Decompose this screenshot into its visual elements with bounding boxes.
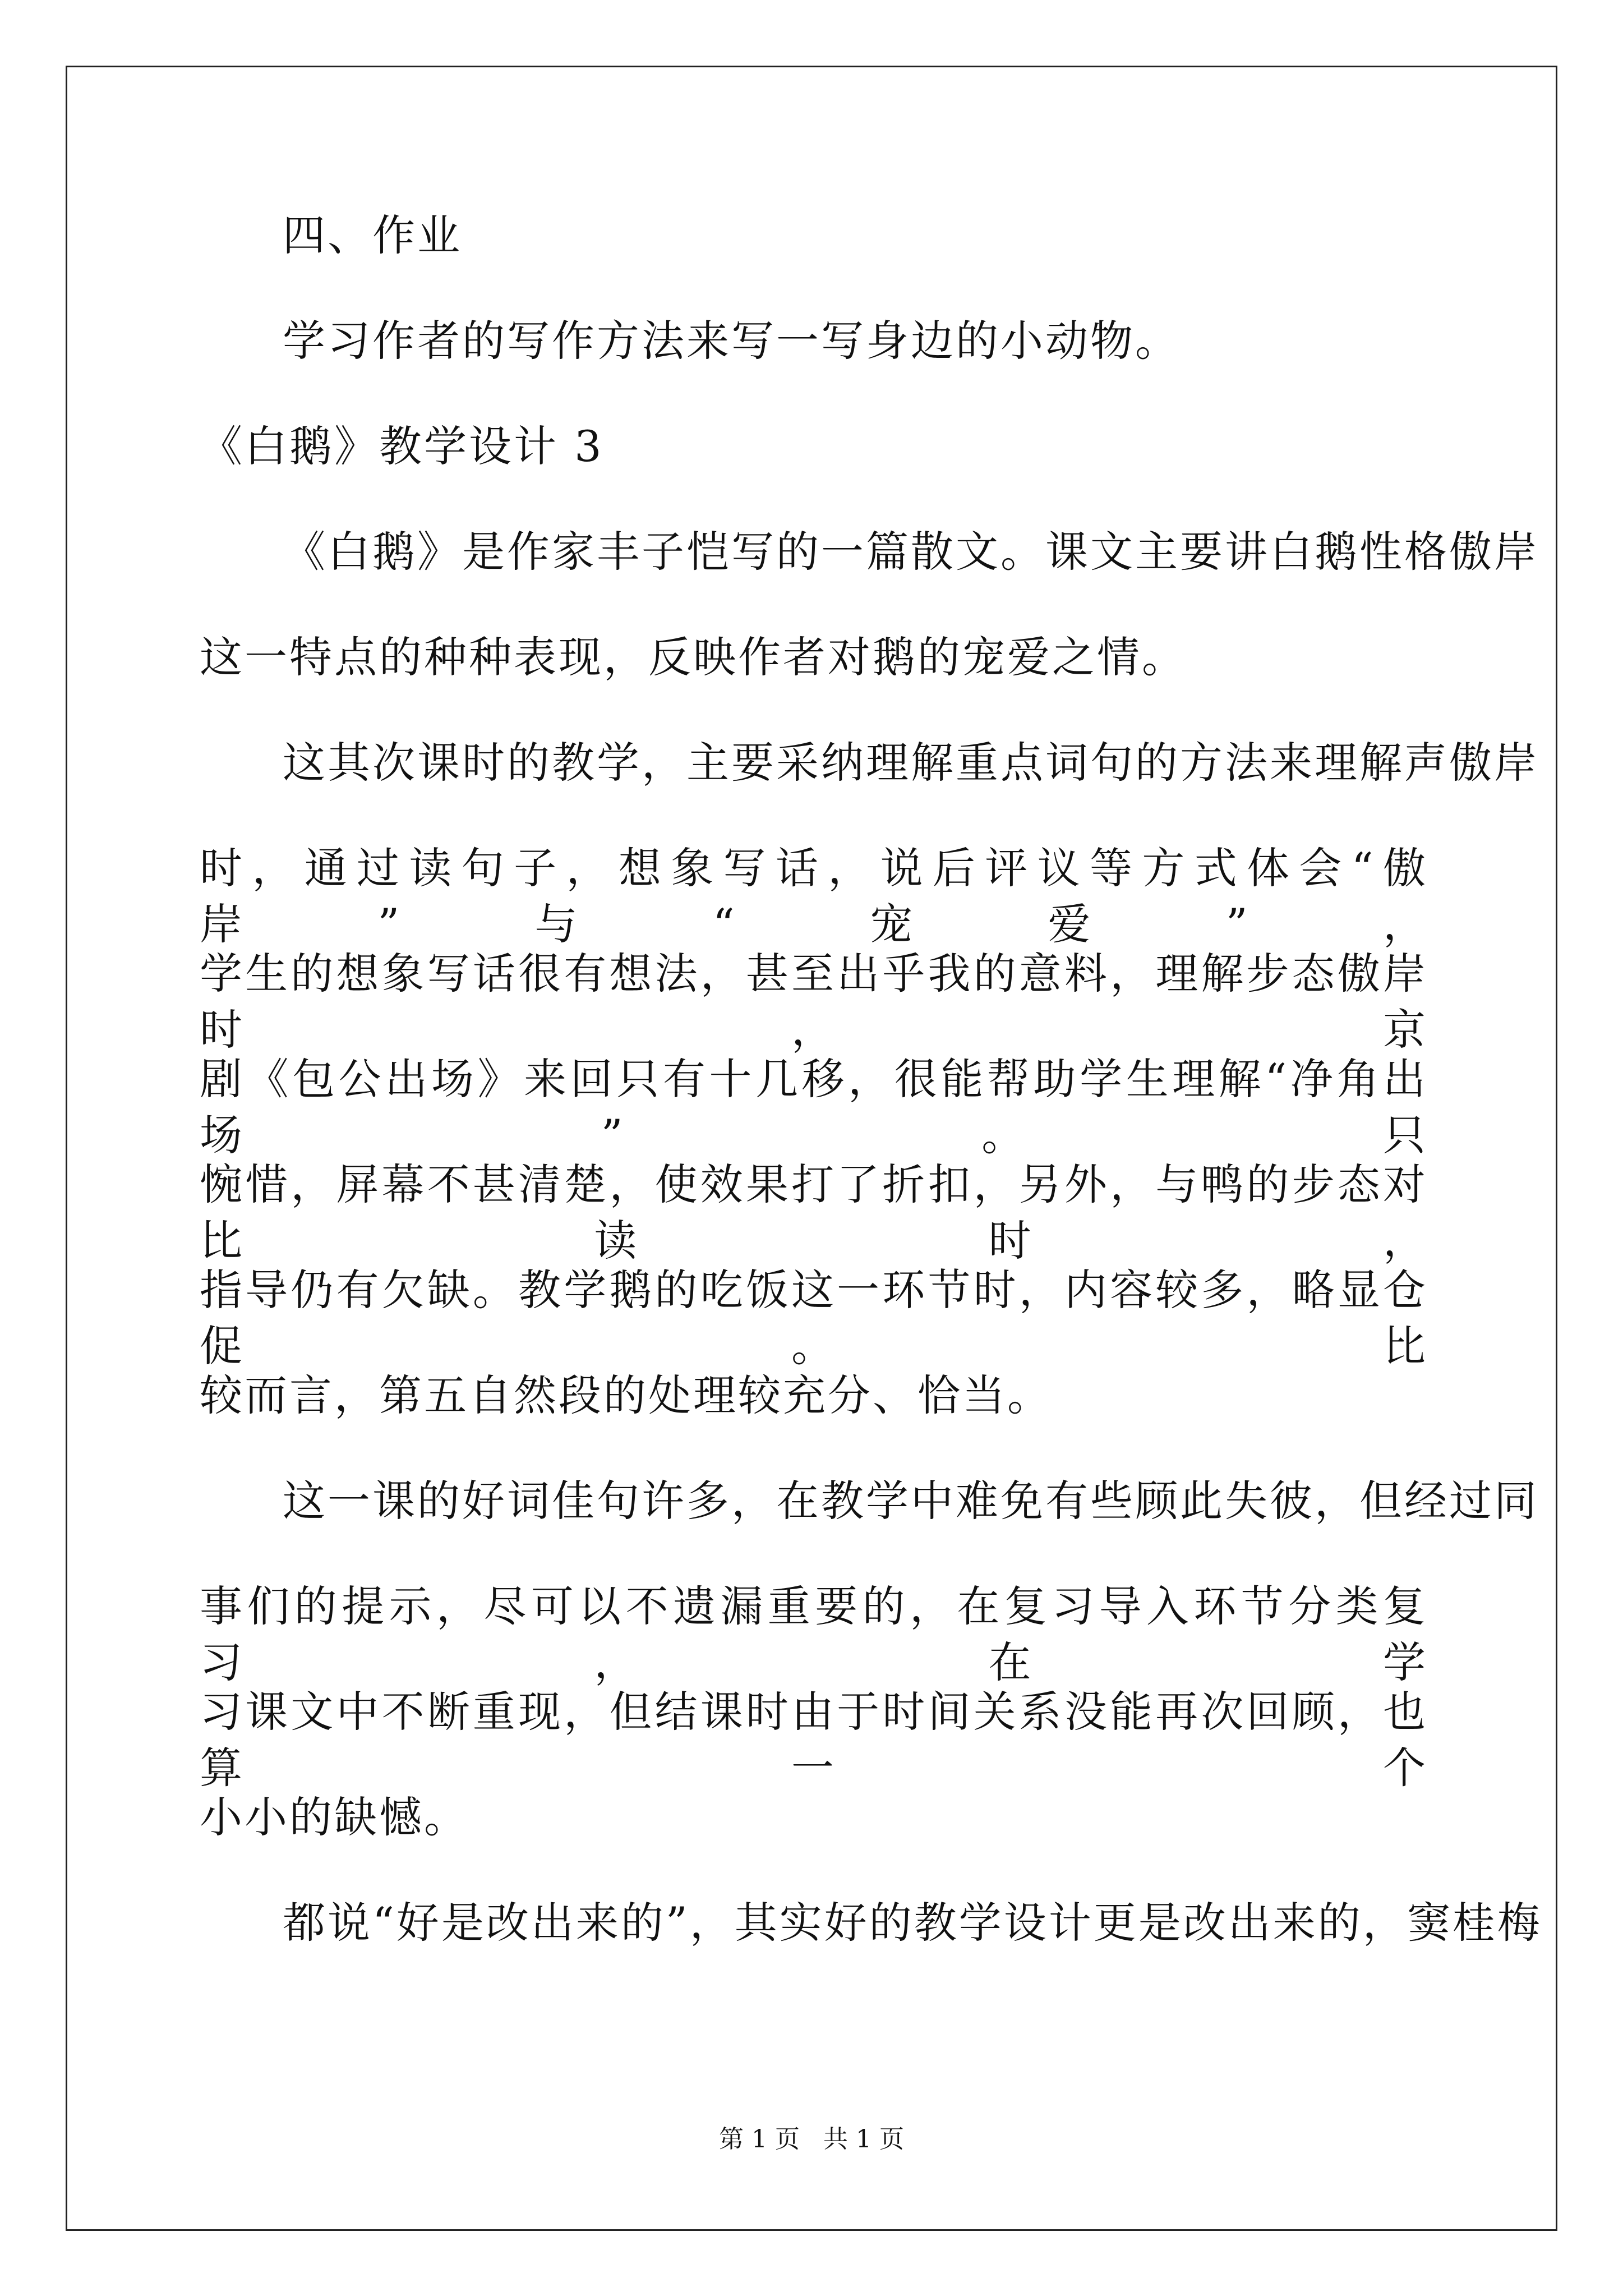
paragraph-line: 《白鹅》是作家丰子恺写的一篇散文。课文主要讲白鹅性格傲岸 [283, 527, 1539, 577]
paragraph-line: 指导仍有欠缺。教学鹅的吃饭这一环节时，内容较多，略显仓促。比 [200, 1265, 1428, 1371]
paragraph-line: 事们的提示，尽可以不遗漏重要的，在复习导入环节分类复习，在学 [200, 1581, 1428, 1687]
paragraph-line: 剧《包公出场》来回只有十几移，很能帮助学生理解“净角出场”。只 [200, 1054, 1428, 1160]
paragraph-line: 学生的想象写话很有想法，甚至出乎我的意料，理解步态傲岸时，京 [200, 949, 1428, 1055]
paragraph-line: 惋惜，屏幕不甚清楚，使效果打了折扣，另外，与鸭的步态对比读时， [200, 1159, 1428, 1266]
paragraph-line: 这一课的好词佳句许多，在教学中难免有些顾此失彼，但经过同 [283, 1476, 1539, 1526]
paragraph-line: 学习作者的写作方法来写一写身边的小动物。 [283, 316, 1180, 366]
paragraph-line: 较而言，第五自然段的处理较充分、恰当。 [200, 1370, 1052, 1420]
paragraph-line: 都说“好是改出来的”，其实好的教学设计更是改出来的，窦桂梅 [283, 1898, 1542, 1948]
paragraph-line: 习课文中不断重现，但结课时由于时间关系没能再次回顾，也算一个 [200, 1687, 1428, 1793]
paragraph-line: 时，通过读句子，想象写话，说后评议等方式体会“傲岸”与“宠爱”， [200, 843, 1428, 949]
heading-homework: 四、作业 [283, 210, 462, 260]
paragraph-line: 这其次课时的教学，主要采纳理解重点词句的方法来理解声傲岸 [283, 738, 1539, 788]
page-footer: 第 1 页 共 1 页 [719, 2125, 904, 2154]
paragraph-line: 这一特点的种种表现，反映作者对鹅的宠爱之情。 [200, 632, 1187, 682]
paragraph-line: 小小的缺憾。 [200, 1792, 469, 1842]
section-title: 《白鹅》教学设计 3 [200, 421, 604, 471]
